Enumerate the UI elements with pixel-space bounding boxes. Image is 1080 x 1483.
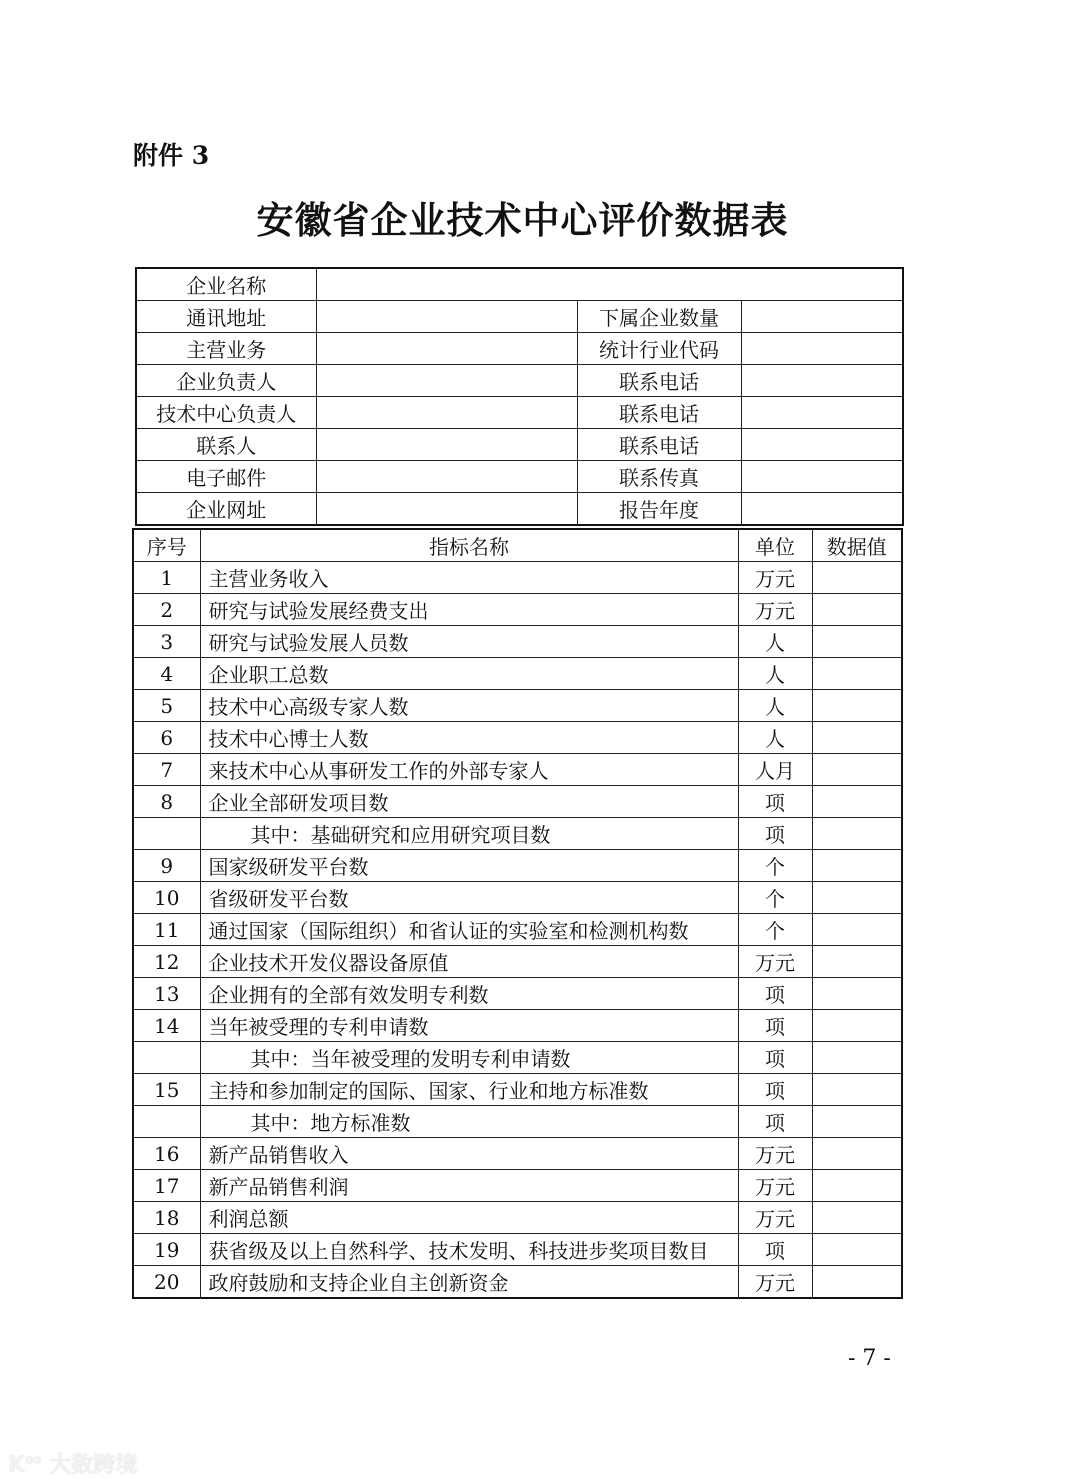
metric-unit: 项 (738, 786, 812, 818)
metric-row (133, 722, 902, 754)
watermark-logo: $K^{oo}$ 大数跨境 (8, 1452, 138, 1478)
metric-unit: 人月 (738, 754, 812, 786)
metric-value-field[interactable] (812, 786, 902, 818)
metric-row (133, 562, 902, 594)
metric-value-field[interactable] (812, 850, 902, 882)
metric-name: 国家级研发平台数 (200, 850, 738, 882)
info-row (136, 301, 903, 333)
info-row (136, 397, 903, 429)
metric-row (133, 850, 902, 882)
metric-row (133, 1202, 902, 1234)
metric-value-field[interactable] (812, 1234, 902, 1266)
metric-unit: 人 (738, 690, 812, 722)
metric-value-field[interactable] (812, 658, 902, 690)
metric-value-field[interactable] (812, 1074, 902, 1106)
metric-no (133, 818, 200, 850)
metric-name: 主营业务收入 (200, 562, 738, 594)
metric-no: 9 (133, 850, 200, 882)
metric-row (133, 754, 902, 786)
metric-value-field[interactable] (812, 914, 902, 946)
info-label-2: 联系电话 (577, 365, 741, 397)
info-label: 企业负责人 (136, 365, 316, 397)
metrics-header-row (133, 529, 902, 562)
metric-value-field[interactable] (812, 1042, 902, 1074)
metric-unit: 万元 (738, 562, 812, 594)
metric-row (133, 946, 902, 978)
info-label-2: 联系电话 (577, 397, 741, 429)
info-row (136, 429, 903, 461)
metric-row (133, 914, 902, 946)
metric-name: 新产品销售收入 (200, 1138, 738, 1170)
metric-unit: 项 (738, 978, 812, 1010)
metrics-table (132, 528, 903, 1299)
metric-name: 企业拥有的全部有效发明专利数 (200, 978, 738, 1010)
header-unit: 单位 (738, 529, 812, 562)
metric-name: 研究与试验发展人员数 (200, 626, 738, 658)
metric-value-field[interactable] (812, 722, 902, 754)
info-value-field[interactable] (316, 429, 577, 461)
metric-value-field[interactable] (812, 1170, 902, 1202)
info-label: 企业网址 (136, 493, 316, 526)
metric-name: 政府鼓励和支持企业自主创新资金 (200, 1266, 738, 1299)
header-name: 指标名称 (200, 529, 738, 562)
metric-row (133, 626, 902, 658)
header-value: 数据值 (812, 529, 902, 562)
info-value-field-2[interactable] (741, 397, 903, 429)
metric-unit: 项 (738, 1074, 812, 1106)
metric-no: 15 (133, 1074, 200, 1106)
info-label-2: 联系电话 (577, 429, 741, 461)
info-value-field[interactable] (316, 365, 577, 397)
metric-no: 13 (133, 978, 200, 1010)
metric-unit: 人 (738, 722, 812, 754)
metric-unit: 万元 (738, 1138, 812, 1170)
info-value-field-2[interactable] (741, 301, 903, 333)
metric-row (133, 1106, 902, 1138)
metric-unit: 项 (738, 1106, 812, 1138)
metric-row (133, 1266, 902, 1299)
metric-value-field[interactable] (812, 946, 902, 978)
metric-row (133, 786, 902, 818)
metric-unit: 个 (738, 850, 812, 882)
metric-row (133, 1138, 902, 1170)
info-row (136, 461, 903, 493)
metric-no: 11 (133, 914, 200, 946)
metric-no: 1 (133, 562, 200, 594)
info-value-field[interactable] (316, 301, 577, 333)
info-value-field[interactable] (316, 268, 903, 301)
metric-no: 4 (133, 658, 200, 690)
metric-value-field[interactable] (812, 1202, 902, 1234)
metric-name: 主持和参加制定的国际、国家、行业和地方标准数 (200, 1074, 738, 1106)
metric-unit: 人 (738, 658, 812, 690)
metric-value-field[interactable] (812, 882, 902, 914)
metric-row (133, 658, 902, 690)
metric-no: 19 (133, 1234, 200, 1266)
metric-name: 其中：基础研究和应用研究项目数 (200, 818, 738, 850)
metric-row (133, 1010, 902, 1042)
company-info-table (135, 267, 904, 526)
metric-name: 企业全部研发项目数 (200, 786, 738, 818)
attachment-label: 附件 3 (133, 141, 210, 170)
metric-name: 当年被受理的专利申请数 (200, 1010, 738, 1042)
metric-name: 企业技术开发仪器设备原值 (200, 946, 738, 978)
info-label: 主营业务 (136, 333, 316, 365)
metric-unit: 项 (738, 1042, 812, 1074)
info-label: 电子邮件 (136, 461, 316, 493)
metric-name: 其中：地方标准数 (200, 1106, 738, 1138)
metric-row (133, 1234, 902, 1266)
metric-no: 18 (133, 1202, 200, 1234)
info-row (136, 268, 903, 301)
metric-row (133, 594, 902, 626)
metric-name: 省级研发平台数 (200, 882, 738, 914)
metric-unit: 万元 (738, 594, 812, 626)
metric-no (133, 1042, 200, 1074)
metric-no: 6 (133, 722, 200, 754)
page-title: 安徽省企业技术中心评价数据表 (256, 198, 789, 242)
metric-row (133, 690, 902, 722)
metric-unit: 个 (738, 882, 812, 914)
metric-value-field[interactable] (812, 626, 902, 658)
info-value-field-2[interactable] (741, 429, 903, 461)
metric-value-field[interactable] (812, 1010, 902, 1042)
metric-value-field[interactable] (812, 562, 902, 594)
metric-unit: 万元 (738, 1202, 812, 1234)
metric-value-field[interactable] (812, 594, 902, 626)
info-value-field-2[interactable] (741, 333, 903, 365)
metric-unit: 项 (738, 1010, 812, 1042)
info-label-2: 下属企业数量 (577, 301, 741, 333)
info-value-field[interactable] (316, 461, 577, 493)
metric-no: 14 (133, 1010, 200, 1042)
info-row (136, 333, 903, 365)
info-label: 通讯地址 (136, 301, 316, 333)
metric-row (133, 1042, 902, 1074)
metric-row (133, 1074, 902, 1106)
metric-name: 新产品销售利润 (200, 1170, 738, 1202)
info-value-field-2[interactable] (741, 461, 903, 493)
metric-row (133, 1170, 902, 1202)
info-value-field[interactable] (316, 493, 577, 526)
metric-unit: 万元 (738, 946, 812, 978)
watermark-text: 大数跨境 (49, 1453, 138, 1478)
metric-value-field[interactable] (812, 978, 902, 1010)
info-value-field[interactable] (316, 333, 577, 365)
metric-row (133, 882, 902, 914)
page-number: - 7 - (848, 1346, 891, 1371)
metric-name: 企业职工总数 (200, 658, 738, 690)
metric-unit: 个 (738, 914, 812, 946)
metric-value-field[interactable] (812, 754, 902, 786)
metric-row (133, 978, 902, 1010)
metric-unit: 项 (738, 1234, 812, 1266)
metric-value-field[interactable] (812, 690, 902, 722)
metric-name: 来技术中心从事研发工作的外部专家人 (200, 754, 738, 786)
metric-value-field[interactable] (812, 1138, 902, 1170)
info-value-field-2[interactable] (741, 493, 903, 526)
info-row (136, 493, 903, 526)
metric-name: 利润总额 (200, 1202, 738, 1234)
info-row (136, 365, 903, 397)
metric-no: 8 (133, 786, 200, 818)
metric-no: 16 (133, 1138, 200, 1170)
metric-unit: 项 (738, 818, 812, 850)
info-label: 联系人 (136, 429, 316, 461)
info-value-field-2[interactable] (741, 365, 903, 397)
metric-row (133, 818, 902, 850)
metric-name: 研究与试验发展经费支出 (200, 594, 738, 626)
info-label-2: 统计行业代码 (577, 333, 741, 365)
metric-value-field[interactable] (812, 1266, 902, 1299)
metric-name: 其中：当年被受理的发明专利申请数 (200, 1042, 738, 1074)
info-label: 企业名称 (136, 268, 316, 301)
metric-unit: 万元 (738, 1170, 812, 1202)
info-value-field[interactable] (316, 397, 577, 429)
metric-no: 17 (133, 1170, 200, 1202)
info-label: 技术中心负责人 (136, 397, 316, 429)
info-label-2: 联系传真 (577, 461, 741, 493)
metric-no: 2 (133, 594, 200, 626)
metric-name: 获省级及以上自然科学、技术发明、科技进步奖项目数目 (200, 1234, 738, 1266)
metric-name: 技术中心高级专家人数 (200, 690, 738, 722)
metric-no (133, 1106, 200, 1138)
metric-value-field[interactable] (812, 1106, 902, 1138)
metric-name: 通过国家（国际组织）和省认证的实验室和检测机构数 (200, 914, 738, 946)
metric-unit: 人 (738, 626, 812, 658)
metric-no: 7 (133, 754, 200, 786)
metric-no: 5 (133, 690, 200, 722)
metric-no: 20 (133, 1266, 200, 1299)
metric-value-field[interactable] (812, 818, 902, 850)
header-no: 序号 (133, 529, 200, 562)
metric-name: 技术中心博士人数 (200, 722, 738, 754)
metric-no: 12 (133, 946, 200, 978)
info-label-2: 报告年度 (577, 493, 741, 526)
metric-no: 10 (133, 882, 200, 914)
metric-no: 3 (133, 626, 200, 658)
metric-unit: 万元 (738, 1266, 812, 1299)
